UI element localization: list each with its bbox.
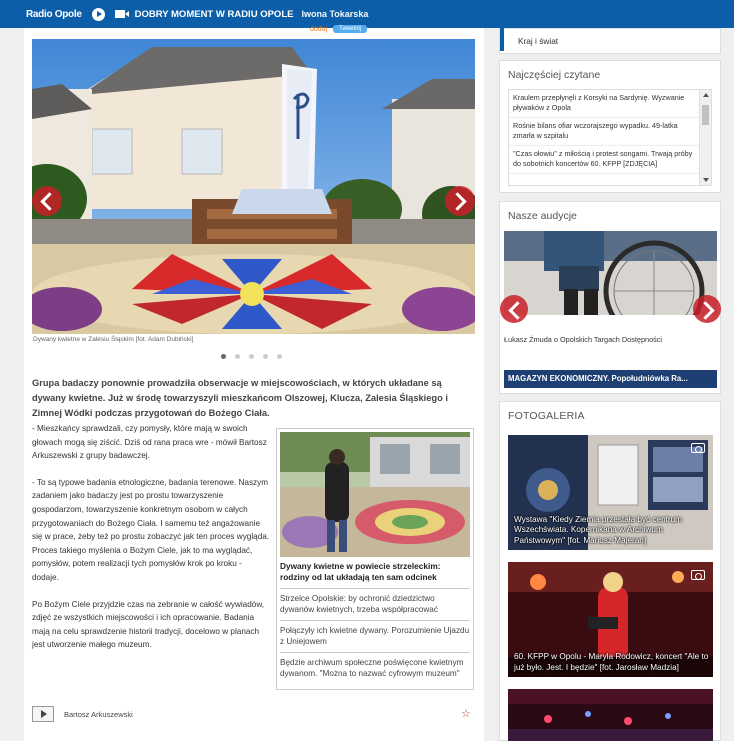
slider-dot[interactable]	[221, 354, 226, 359]
most-read-title: Najczęściej czytane	[508, 69, 601, 81]
now-playing-host: Iwona Tokarska	[301, 9, 369, 19]
related-link[interactable]: Będzie archiwum społeczne poświęcone kwietnym dywanom. "Można to nazwać cyfrowym muzeum"	[280, 658, 464, 678]
now-playing-title: DOBRY MOMENT W RADIU OPOLE	[134, 8, 294, 20]
most-read-item[interactable]: Kraulem przepłynęli z Korsyki na Sardynię. Wyzwanie pływaków z Opola	[509, 90, 699, 118]
flower-carpet-photo	[32, 39, 475, 334]
camera-icon	[691, 443, 705, 453]
related-photo	[280, 432, 470, 557]
most-read-item[interactable]: "Czas ołowiu" z miłością i protest songami. Trwają próby do sobotnich koncertów 60. KFPP [ZDJĘCIA]	[509, 146, 699, 174]
slider-next-button[interactable]	[445, 186, 475, 216]
gallery-caption: Wystawa "Kiedy Ziemia przestała być centrum Wszechświata. Kopernikana w Archiwum Państwowym" [fot. Mariusz Majeran]	[514, 514, 683, 545]
most-read-item[interactable]: Rośnie bilans ofiar wczorajszego wypadku. 49-latka zmarła w szpitalu	[509, 118, 699, 146]
stage-photo	[508, 689, 713, 741]
most-read-list	[508, 89, 712, 186]
radio-opole-logo[interactable]: Radio Opole	[26, 8, 82, 20]
our-shows-box	[499, 201, 721, 394]
audio-play-button[interactable]	[32, 706, 54, 722]
article-paragraph: Po Bożym Ciele przyjdzie czas na zebranie w całość wywiadów, zdjęć ze wszystkich miejscowości i ich opracowanie. Badania mają na celu sprawdzenie historii tradycji, docelowo w planach jest utworzenie małego muzeum.	[32, 599, 265, 650]
scroll-up-icon[interactable]	[703, 93, 709, 97]
add-share-button[interactable]: dodaj	[310, 25, 328, 33]
scrollbar-thumb[interactable]	[702, 105, 709, 125]
related-link[interactable]: Połączyły ich kwietne dywany. Porozumienie Ujazdu z Uniejowem	[280, 621, 470, 653]
gallery-item[interactable]	[508, 562, 713, 677]
wheelchair-photo	[504, 231, 717, 315]
audio-title: Bartosz Arkuszewski	[64, 709, 133, 719]
category-box	[499, 28, 721, 54]
most-read-box	[499, 60, 721, 193]
camera-icon	[691, 570, 705, 580]
gallery-item-partial[interactable]	[508, 689, 713, 741]
related-title-link[interactable]: Dywany kwietne w powiecie strzeleckim: rodziny od lat układają ten sam odcinek	[280, 561, 470, 589]
our-shows-title: Nasze audycje	[508, 210, 577, 222]
shows-next-button[interactable]	[693, 295, 721, 323]
slider-dot[interactable]	[263, 354, 268, 359]
video-camera-icon[interactable]	[115, 10, 125, 18]
slider-dot[interactable]	[277, 354, 282, 359]
show-magazine-bar[interactable]: MAGAZYN EKONOMICZNY. Popołudniówka Ra...	[504, 370, 717, 388]
photo-gallery-title: FOTOGALERIA	[508, 410, 585, 422]
category-link-kraj[interactable]: Kraj i świat	[518, 36, 559, 46]
related-link[interactable]: Strzelce Opolskie: by ochronić dziedzictwo dywanów kwietnych, trzeba współpracować	[280, 589, 470, 621]
article-column	[24, 25, 484, 741]
tweet-button[interactable]: Tweetnij	[333, 25, 367, 33]
related-articles-box	[276, 428, 474, 690]
slider-prev-button[interactable]	[32, 186, 62, 216]
related-thumbnail[interactable]	[280, 432, 470, 557]
play-icon[interactable]	[92, 8, 105, 21]
slider-dot[interactable]	[235, 354, 240, 359]
most-read-scrollbar[interactable]	[699, 90, 711, 185]
favorite-star-icon[interactable]: ☆	[461, 708, 471, 720]
article-paragraph: - To są typowe badania etnologiczne, badania terenowe. Naszym zadaniem jako badaczy jest po prostu towarzyszenie gospodarzom, towarzyszenie konkretnym osobom w całych przygotowaniach do Bożego Ciała. I samemu też angażowanie się w prace, żeby też po prostu zobaczyć jak ten proces wygląda. Proces takiego myślenia o Bożym Ciele, jak to ma wyglądać, pomysłów, potem realizacji tych pomysłów krok po kroku - dodaje.	[32, 477, 270, 582]
gallery-item[interactable]	[508, 435, 713, 550]
show-caption[interactable]: Łukasz Żmuda o Opolskich Targach Dostępności	[504, 335, 663, 344]
photo-caption: Dywany kwietne w Zalesiu Śląskim [fot. Adam Dubiński]	[33, 336, 194, 343]
photo-gallery-box	[499, 401, 721, 741]
article-photo-slider	[32, 39, 475, 334]
top-player-bar	[0, 0, 734, 28]
show-image[interactable]	[504, 231, 717, 315]
article-lead: Grupa badaczy ponownie prowadziła obserwacje w miejscowościach, w których układane są dywany kwietne. Już w środę towarzyszyli mieszkańcom Olszowej, Klucza, Zalesia Śląskiego i Zimnej Wódki podczas przygotowań do Bożego Ciała.	[32, 378, 448, 418]
audio-player	[32, 706, 133, 722]
slider-dot[interactable]	[249, 354, 254, 359]
slider-dots	[221, 354, 282, 359]
gallery-caption: 60. KFPP w Opolu - Maryla Rodowicz, koncert "Ale to już było. Jest. I będzie" [fot. Jarosław Madzia]	[514, 652, 709, 672]
article-paragraph: - Mieszkańcy sprawdzali, czy pomysły, które mają w swoich głowach mogą się ziścić. Dziś od rana praca wre - mówił Bartosz Arkuszewski z grupy badawczej.	[32, 424, 267, 461]
scroll-down-icon[interactable]	[703, 178, 709, 182]
article-body	[32, 422, 270, 665]
category-accent	[500, 27, 504, 51]
shows-prev-button[interactable]	[500, 295, 528, 323]
share-bar	[310, 25, 367, 33]
